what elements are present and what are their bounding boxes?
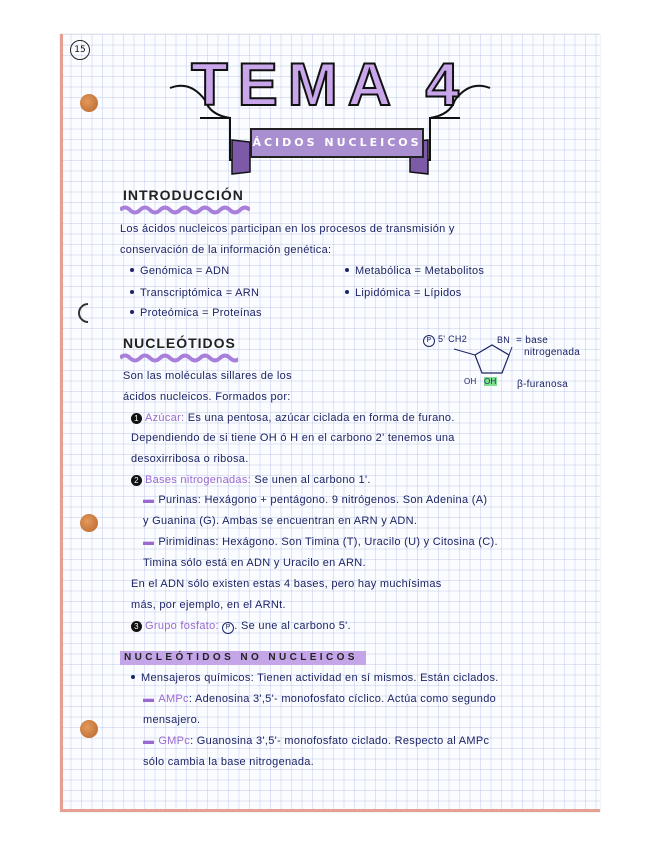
gmpc-line-2: sólo cambia la base nitrogenada. (143, 756, 315, 768)
subtitle-banner (250, 128, 424, 158)
heading-underline-icon (120, 353, 238, 363)
phosphate-symbol: P (423, 335, 435, 347)
nucleotidos-intro-2: ácidos nucleicos. Formados por: (123, 391, 291, 403)
fosfato-line: 3 Grupo fosfato: P . Se une al carbono 5'. (131, 620, 351, 634)
intro-line-2: conservación de la información genética: (120, 244, 332, 256)
title-block (160, 50, 500, 180)
purinas-line-2: y Guanina (G). Ambas se encuentran en ARN y ADN. (143, 515, 418, 527)
list-item: Metabólica = Metabolitos (345, 265, 484, 277)
list-item: Genómica = ADN (130, 265, 230, 277)
purinas-line-1: ▬ Purinas: Hexágono + pentágono. 9 nitrógenos. Son Adenina (A) (143, 494, 488, 506)
bases-note-1: En el ADN sólo existen estas 4 bases, pero hay muchísimas (131, 578, 442, 590)
list-item: Lipidómica = Lípidos (345, 287, 462, 299)
bn-desc: nitrogenada (524, 347, 581, 358)
oh-label: OH (464, 377, 477, 386)
page-number: 15 (70, 40, 90, 60)
bn-label: BN (497, 335, 511, 345)
azucar-line-3: desoxirribosa o ribosa. (131, 453, 249, 465)
binder-hole (80, 94, 98, 112)
gmpc-line-1: ▬ GMPc: Guanosina 3',5'- monofosfato ciclado. Respecto al AMPc (143, 735, 490, 747)
azucar-line-1: 1 Azúcar: Es una pentosa, azúcar ciclada en forma de furano. (131, 412, 455, 424)
no-nucleicos-heading: NUCLEÓTIDOS NO NUCLEICOS (124, 652, 358, 663)
bases-line: 2 Bases nitrogenadas: Se unen al carbono 1'. (131, 474, 371, 486)
oh-label-highlight: OH (484, 377, 497, 386)
nucleotidos-intro-1: Son las moléculas sillares de los (123, 370, 292, 382)
bn-desc: = base (516, 335, 549, 346)
page-title: TEMA 4 (191, 51, 469, 118)
ampc-line-1: ▬ AMPc: Adenosina 3',5'- monofosfato cíclico. Actúa como segundo (143, 693, 497, 705)
mensajeros-line: Mensajeros químicos: Tienen actividad en sí mismos. Están ciclados. (131, 672, 499, 684)
list-item: Proteómica = Proteínas (130, 307, 262, 319)
heading-underline-icon (120, 205, 250, 215)
bottom-margin-line (60, 809, 600, 812)
pirimidinas-line-1: ▬ Pirimidinas: Hexágono. Son Timina (T), Uracilo (U) y Citosina (C). (143, 536, 498, 548)
intro-heading: INTRODUCCIÓN (123, 187, 244, 203)
nucleotidos-heading: NUCLEÓTIDOS (123, 335, 236, 351)
furanosa-label: β-furanosa (517, 379, 568, 390)
azucar-line-2: Dependiendo de si tiene OH ó H en el carbono 2' tenemos una (131, 432, 455, 444)
pirimidinas-line-2: Timina sólo está en ADN y Uracilo en ARN. (143, 557, 366, 569)
binder-hole (80, 514, 98, 532)
margin-line (60, 34, 63, 812)
ampc-line-2: mensajero. (143, 714, 201, 726)
ch2-label: 5' CH2 (438, 334, 468, 344)
intro-line-1: Los ácidos nucleicos participan en los procesos de transmisión y (120, 223, 455, 235)
page-subtitle: ÁCIDOS NUCLEICOS (252, 136, 422, 149)
bases-note-2: más, por ejemplo, en el ARNt. (131, 599, 286, 611)
list-item: Transcriptómica = ARN (130, 287, 259, 299)
binder-hole (80, 720, 98, 738)
